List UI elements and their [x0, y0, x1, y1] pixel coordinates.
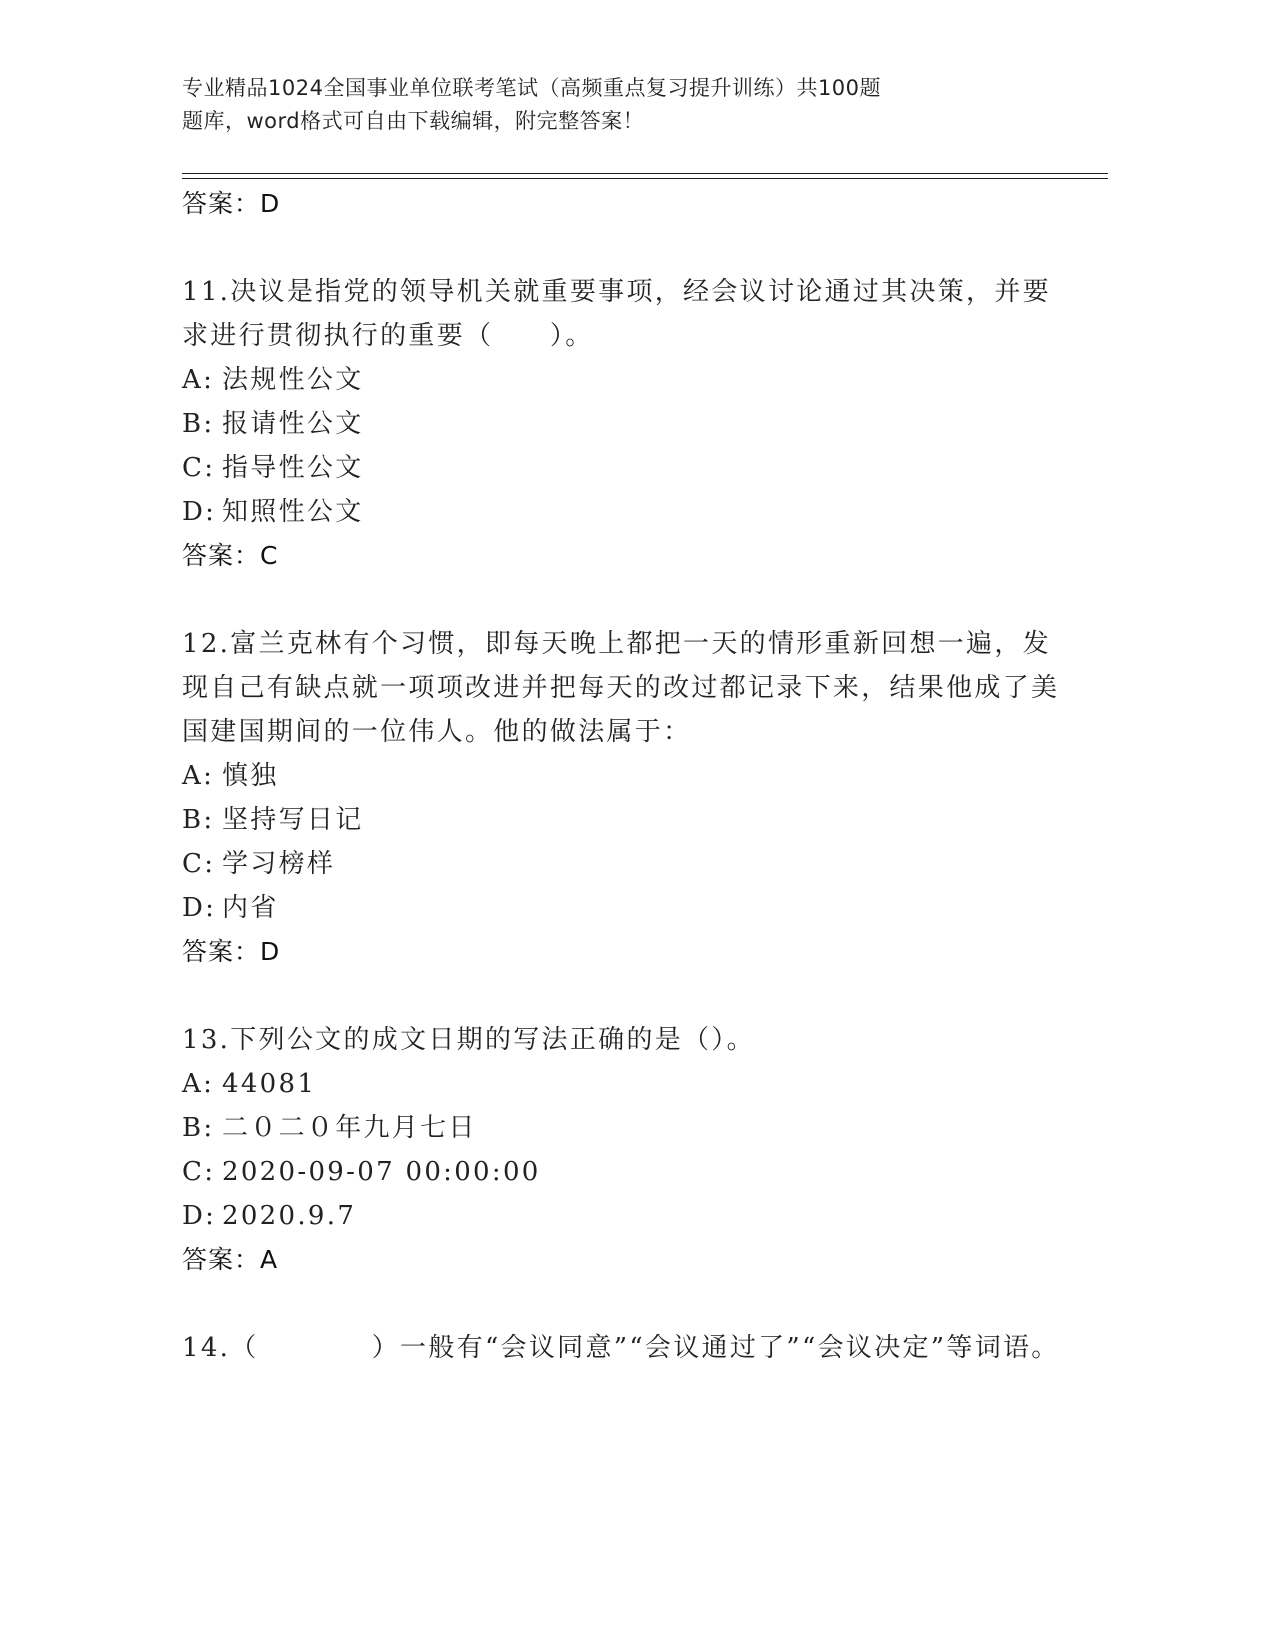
- option-text: 法规性公文: [222, 365, 364, 395]
- page-header: [182, 72, 1082, 138]
- answer-line: 答案：D: [182, 937, 281, 966]
- answer-line: 答案：A: [182, 1245, 279, 1274]
- option-a: [182, 358, 1062, 402]
- option-b: [182, 402, 1062, 446]
- option-letter: D:: [182, 497, 217, 527]
- option-d: [182, 1194, 1062, 1238]
- option-a: [182, 754, 1062, 798]
- option-text: 内省: [222, 893, 279, 923]
- option-letter: A:: [182, 1069, 215, 1099]
- question-text: 14.（ ）一般有“会议同意”“会议通过了”“会议决定”等词语。: [182, 1333, 1060, 1363]
- question-text: 11.决议是指党的领导机关就重要事项，经会议讨论通过其决策，并要求进行贯彻执行的重要（ ）。: [182, 277, 1051, 351]
- option-text: 指导性公文: [222, 453, 364, 483]
- option-text: 知照性公文: [222, 497, 364, 527]
- option-letter: A:: [182, 365, 215, 395]
- question-item: [182, 622, 1062, 974]
- question-item: [182, 270, 1062, 578]
- answer-line: 答案：C: [182, 541, 279, 570]
- option-text: 2020-09-07 00:00:00: [222, 1157, 541, 1187]
- option-d: [182, 490, 1062, 534]
- option-letter: C:: [182, 453, 216, 483]
- option-text: 2020.9.7: [222, 1201, 357, 1231]
- option-letter: C:: [182, 849, 216, 879]
- option-b: [182, 1106, 1062, 1150]
- option-text: 学习榜样: [222, 849, 336, 879]
- option-text: 二０二０年九月七日: [222, 1113, 477, 1143]
- option-letter: C:: [182, 1157, 216, 1187]
- option-c: [182, 1150, 1062, 1194]
- question-text: 13.下列公文的成文日期的写法正确的是（）。: [182, 1025, 755, 1055]
- option-text: 慎独: [222, 761, 279, 791]
- question-item: [182, 1326, 1062, 1370]
- option-letter: D:: [182, 1201, 217, 1231]
- option-text: 44081: [222, 1069, 317, 1099]
- option-letter: B:: [182, 1113, 215, 1143]
- header-divider: [182, 173, 1108, 179]
- option-letter: B:: [182, 805, 215, 835]
- option-a: [182, 1062, 1062, 1106]
- option-b: [182, 798, 1062, 842]
- answer-line: 答案：D: [182, 189, 281, 218]
- question-list: [182, 182, 1062, 1370]
- option-d: [182, 886, 1062, 930]
- option-text: 坚持写日记: [222, 805, 364, 835]
- question-item: [182, 1018, 1062, 1282]
- option-c: [182, 842, 1062, 886]
- option-letter: D:: [182, 893, 217, 923]
- option-c: [182, 446, 1062, 490]
- header-line-1: 专业精品1024全国事业单位联考笔试（高频重点复习提升训练）共100题: [182, 76, 882, 100]
- option-text: 报请性公文: [222, 409, 364, 439]
- question-text: 12.富兰克林有个习惯，即每天晚上都把一天的情形重新回想一遍，发现自己有缺点就一项项改进并把每天的改过都记录下来，结果他成了美国建国期间的一位伟人。他的做法属于：: [182, 629, 1060, 747]
- option-letter: A:: [182, 761, 215, 791]
- option-letter: B:: [182, 409, 215, 439]
- header-line-2: 题库，word格式可自由下载编辑，附完整答案！: [182, 109, 645, 133]
